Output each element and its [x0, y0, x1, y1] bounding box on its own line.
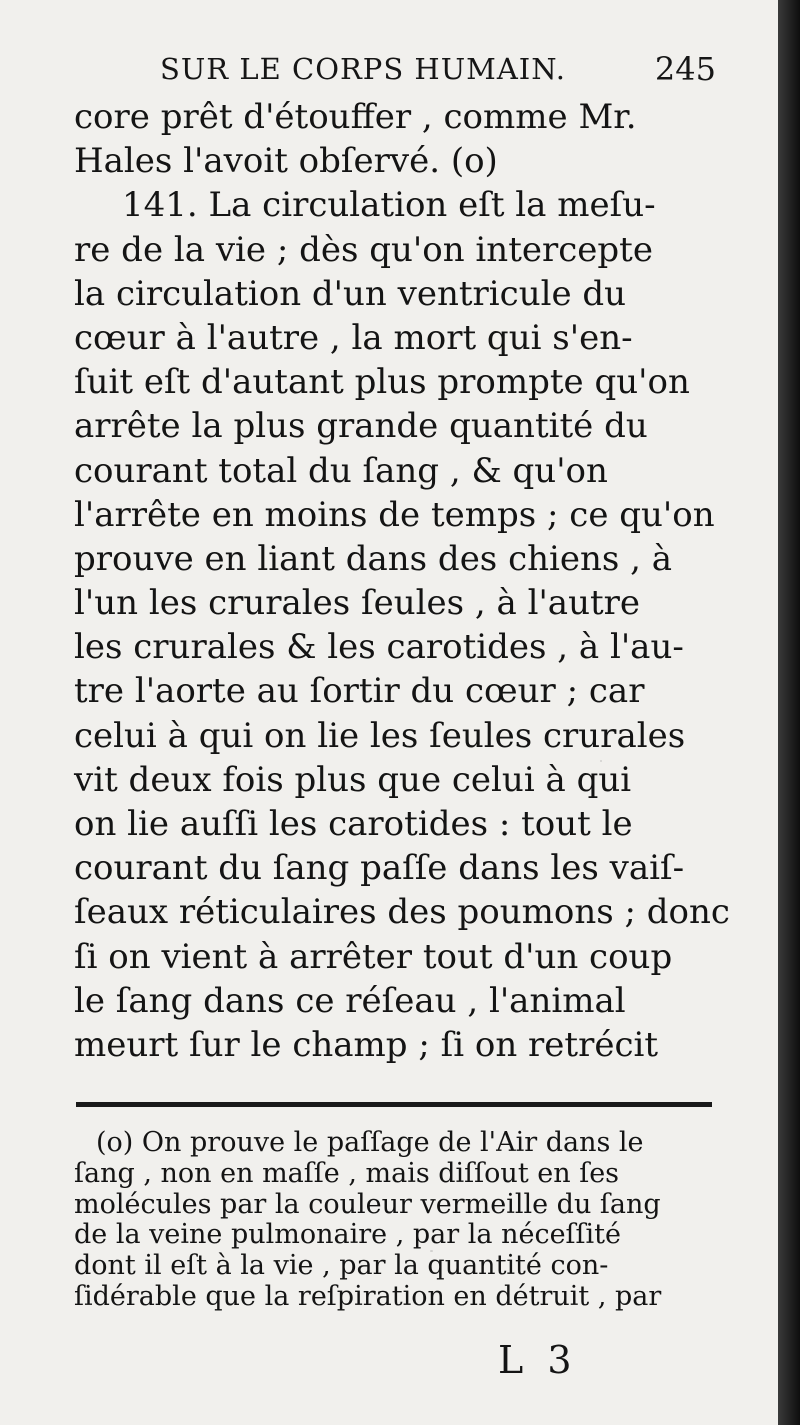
paper-speck	[430, 1250, 433, 1252]
text-line: courant total du ſang , & qu'on	[74, 450, 608, 491]
main-text	[74, 95, 730, 1067]
text-line: prouve en liant dans des chiens , à	[74, 538, 673, 579]
footnote-line: (o) On prouve le paſſage de l'Air dans le	[96, 1127, 644, 1158]
footnote-line: dont il eſt à la vie , par la quantité con-	[74, 1250, 609, 1282]
footnote	[74, 1128, 714, 1313]
text-line: meurt ſur le champ ; ſi on retrécit	[74, 1024, 659, 1065]
paragraph-start-line: 141. La circulation eſt la meſu-	[122, 185, 656, 226]
text-line: celui à qui on lie les ſeules crurales	[74, 715, 686, 756]
text-line: ſuit eſt d'autant plus prompte qu'on	[74, 362, 690, 403]
book-gutter-shadow	[778, 0, 800, 1425]
text-line: arrête la plus grande quantité du	[74, 406, 648, 447]
footnote-separator-rule	[76, 1102, 712, 1107]
text-line: re de la vie ; dès qu'on intercepte	[74, 229, 653, 270]
text-line: ſeaux réticulaires des poumons ; donc	[74, 892, 730, 933]
text-line: tre l'aorte au ſortir du cœur ; car	[74, 671, 645, 712]
text-line: Hales l'avoit obſervé. (o)	[74, 141, 498, 182]
text-line: la circulation d'un ventricule du	[74, 273, 627, 314]
footnote-line: de la veine pulmonaire , par la néceſſité	[74, 1219, 622, 1251]
text-line: core prêt d'étouffer , comme Mr.	[74, 97, 637, 137]
paper-speck	[120, 300, 123, 303]
text-line: les crurales & les carotides , à l'au-	[74, 627, 684, 668]
text-line: l'un les crurales ſeules , à l'autre	[74, 583, 641, 624]
text-line: le ſang dans ce réſeau , l'animal	[74, 980, 626, 1021]
text-line: cœur à l'autre , la mort qui s'en-	[74, 317, 633, 358]
footnote-line: ſang , non en maſſe , mais diſſout en ſes	[74, 1157, 620, 1189]
text-line: ſi on vient à arrêter tout d'un coup	[74, 936, 673, 977]
signature-mark: L 3	[498, 1338, 578, 1382]
text-line: courant du ſang paſſe dans les vaiſ-	[74, 848, 685, 889]
running-title: SUR LE CORPS HUMAIN.	[160, 52, 566, 86]
text-line: vit deux fois plus que celui à qui	[74, 759, 632, 800]
paper-speck	[600, 760, 602, 762]
footnote-line: ſidérable que la reſpiration en détruit , par	[74, 1280, 662, 1312]
text-line: on lie auſſi les carotides : tout le	[74, 804, 633, 844]
page-number: 245	[654, 50, 716, 88]
text-line: l'arrête en moins de temps ; ce qu'on	[74, 494, 715, 535]
footnote-line: molécules par la couleur vermeille du ſang	[74, 1188, 661, 1220]
running-header	[160, 52, 716, 96]
